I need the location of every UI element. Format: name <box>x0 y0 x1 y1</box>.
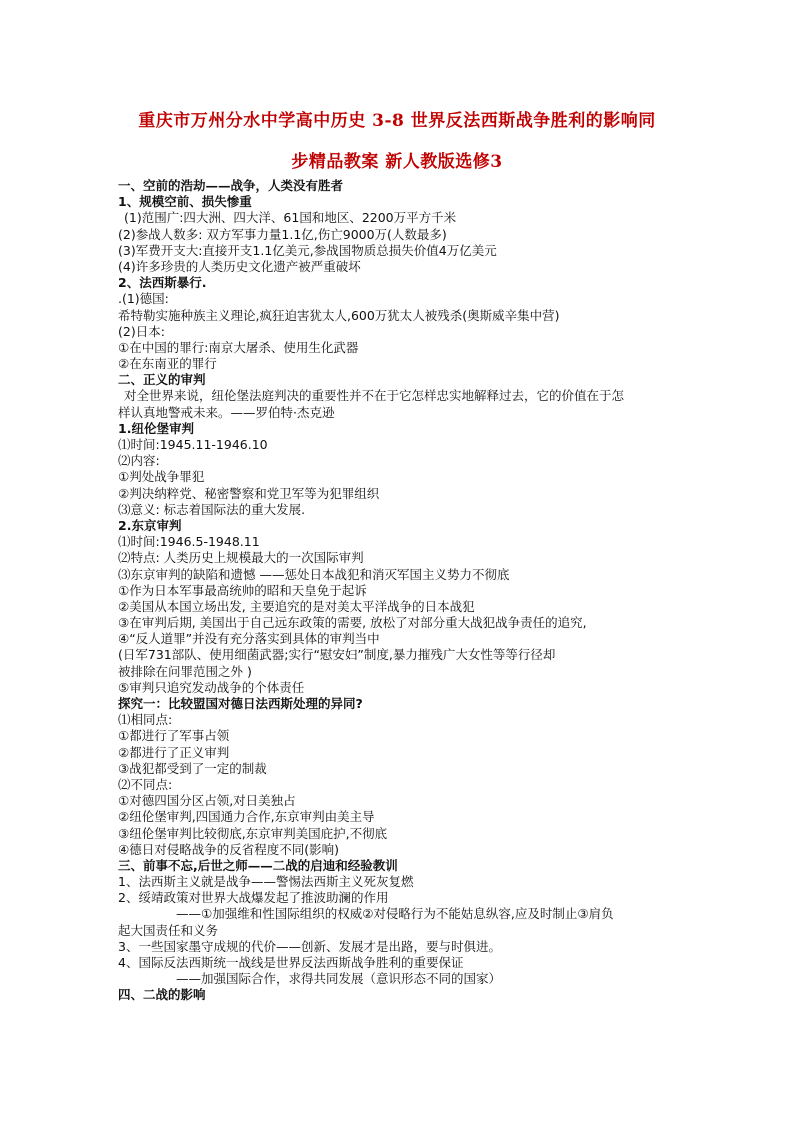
body-line: ②都进行了正义审判 <box>118 744 230 760</box>
body-line: 起大国责任和义务 <box>118 922 219 938</box>
body-line: ②美国从本国立场出发, 主要追究的是对美太平洋战争的日本战犯 <box>118 598 475 614</box>
body-line: ⑴时间:1946.5-1948.11 <box>118 534 260 550</box>
body-line: ⑶意义: 标志着国际法的重大发展. <box>118 501 306 517</box>
body-line: ⑵特点: 人类历史上规模最大的一次国际审判 <box>118 550 364 566</box>
body-line: 被排除在问罪范围之外 ) <box>118 663 252 679</box>
subheading-scale-loss: 1、规模空前、损失惨重 <box>118 194 252 210</box>
body-line: (2)参战人数多: 双方军事力量1.1亿,伤亡9000万(人数最多) <box>118 226 447 242</box>
section-heading-4: 四、二战的影响 <box>118 987 206 1003</box>
document-body <box>118 178 688 1004</box>
body-line: (4)许多珍贵的人类历史文化遗产被严重破坏 <box>118 258 361 274</box>
body-line: (3)军费开支大:直接开支1.1亿美元,参战国物质总损失价值4万亿美元 <box>118 242 497 258</box>
subheading-tokyo: 2.东京审判 <box>118 517 182 533</box>
body-line: ——①加强维和性国际组织的权威②对侵略行为不能姑息纵容,应及时制止③肩负 <box>176 906 614 922</box>
document-title-line-1: 重庆市万州分水中学高中历史 3-8 世界反法西斯战争胜利的影响同 <box>138 111 656 131</box>
body-line: ①作为日本军事最高统帅的昭和天皇免于起诉 <box>118 582 367 598</box>
body-line: ①在中国的罪行:南京大屠杀、使用生化武器 <box>118 339 359 355</box>
body-line: 1、法西斯主义就是战争——警惕法西斯主义死灰复燃 <box>118 874 414 890</box>
body-line: ⑶东京审判的缺陷和遗憾 ——惩处日本战犯和消灭军国主义势力不彻底 <box>118 566 510 582</box>
body-line: ⑵不同点: <box>118 776 173 792</box>
body-line: ①判处战争罪犯 <box>118 469 205 485</box>
quote-line: 对全世界来说，纽伦堡法庭判决的重要性并不在于它怎样忠实地解释过去，它的价值在于怎 <box>124 388 625 404</box>
body-line: ②纽伦堡审判,四国通力合作,东京审判由美主导 <box>118 809 375 825</box>
inquiry-heading: 探究一：比较盟国对德日法西斯处理的异同? <box>118 696 363 711</box>
body-line: ①都进行了军事占领 <box>118 728 230 744</box>
body-line: 2、绥靖政策对世界大战爆发起了推波助澜的作用 <box>118 890 389 906</box>
body-line: ③战犯都受到了一定的制裁 <box>118 760 267 776</box>
body-line: ③纽伦堡审判比较彻底,东京审判美国庇护,不彻底 <box>118 825 388 841</box>
section-heading-2: 二、正义的审判 <box>118 372 206 388</box>
body-line: (2)日本: <box>118 323 165 339</box>
body-line: ⑴时间:1945.11-1946.10 <box>118 437 268 452</box>
body-line: ③在审判后期, 美国出于自己远东政策的需要, 放松了对部分重大战犯战争责任的追究, <box>118 615 587 631</box>
body-line: 希特勒实施种族主义理论,疯狂迫害犹太人,600万犹太人被残杀(奥斯威辛集中营) <box>118 307 560 323</box>
body-line: ②判决纳粹党、秘密警察和党卫军等为犯罪组织 <box>118 485 380 501</box>
body-line: (1)范围广:四大洲、四大洋、61国和地区、2200万平方千米 <box>124 210 457 226</box>
body-line: ⑴相同点: <box>118 712 173 728</box>
section-heading-1: 一、空前的浩劫——战争，人类没有胜者 <box>118 178 344 193</box>
body-line: ①对德四国分区占领,对日美独占 <box>118 793 296 809</box>
subheading-nuremberg: 1.纽伦堡审判 <box>118 420 194 436</box>
body-line: 3、一些国家墨守成规的代价——创新、发展才是出路，要与时俱进。 <box>118 938 501 954</box>
body-line: (日军731部队、使用细菌武器;实行“慰安妇”制度,暴力摧残广大女性等等行径却 <box>118 647 556 663</box>
body-line: ⑤审判只追究发动战争的个体责任 <box>118 679 305 695</box>
subheading-fascist-atrocities: 2、法西斯暴行. <box>118 275 207 291</box>
body-line: ⑵内容: <box>118 453 160 469</box>
body-line: ——加强国际合作，求得共同发展（意识形态不同的国家） <box>176 971 502 987</box>
body-line: ④“反人道罪”并没有充分落实到具体的审判当中 <box>118 631 380 647</box>
body-line: 4、国际反法西斯统一战线是世界反法西斯战争胜利的重要保证 <box>118 955 464 970</box>
body-line: ②在东南亚的罪行 <box>118 356 217 372</box>
section-heading-3: 三、前事不忘,后世之师——二战的启迪和经验教训 <box>118 857 398 873</box>
body-line: ④德日对侵略战争的反省程度不同(影响) <box>118 841 339 857</box>
body-line: .(1)德国: <box>118 291 169 307</box>
document-title-line-2: 步精品教案 新人教版选修3 <box>291 152 503 172</box>
quote-line: 样认真地警戒未来。——罗伯特·杰克逊 <box>118 404 335 420</box>
